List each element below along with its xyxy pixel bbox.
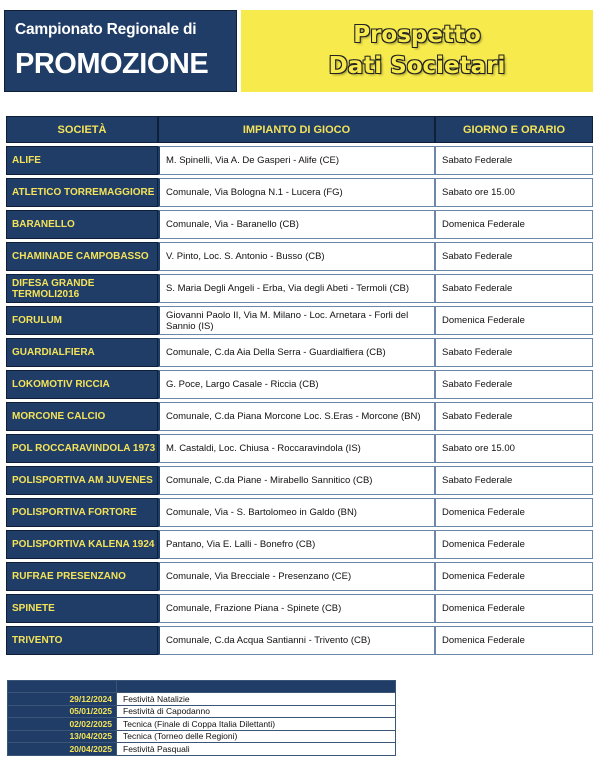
club-name: SPINETE [6, 594, 158, 623]
championship-box [4, 10, 237, 92]
table-row [6, 562, 593, 591]
match-day: Domenica Federale [435, 594, 593, 623]
table-row [6, 498, 593, 527]
match-day: Sabato Federale [435, 274, 593, 303]
venue: Comunale, Via - S. Bartolomeo in Galdo (BN) [158, 498, 435, 527]
holiday-date: 13/04/2025 [8, 730, 117, 743]
holidays-table [7, 680, 396, 756]
holidays-header-row [8, 681, 396, 693]
column-header-giorno: GIORNO E ORARIO [435, 116, 593, 143]
match-day: Domenica Federale [435, 530, 593, 559]
match-day: Sabato Federale [435, 370, 593, 399]
holiday-date: 05/01/2025 [8, 705, 117, 718]
venue: Comunale, Via - Baranello (CB) [158, 210, 435, 239]
club-name: POLISPORTIVA FORTORE [6, 498, 158, 527]
venue: Giovanni Paolo II, Via M. Milano - Loc. Arnetara - Forli del Sannio (IS) [158, 306, 435, 335]
match-day: Sabato Federale [435, 146, 593, 175]
table-row [6, 242, 593, 271]
venue: Comunale, C.da Aia Della Serra - Guardialfiera (CB) [158, 338, 435, 367]
venue: Pantano, Via E. Lalli - Bonefro (CB) [158, 530, 435, 559]
venue: V. Pinto, Loc. S. Antonio - Busso (CB) [158, 242, 435, 271]
column-header-societa: SOCIETÀ [6, 116, 158, 143]
clubs-table [6, 113, 593, 658]
match-day: Domenica Federale [435, 626, 593, 655]
holiday-row [8, 705, 396, 718]
holiday-date: 02/02/2025 [8, 718, 117, 731]
header [4, 10, 593, 92]
table-row [6, 178, 593, 207]
document-title-box [241, 10, 593, 92]
club-name: POL ROCCARAVINDOLA 1973 [6, 434, 158, 463]
match-day: Domenica Federale [435, 562, 593, 591]
holiday-date: 29/12/2024 [8, 693, 117, 706]
table-row [6, 530, 593, 559]
holiday-row [8, 730, 396, 743]
club-name: POLISPORTIVA KALENA 1924 [6, 530, 158, 559]
holiday-label: Festività Pasquali [117, 743, 396, 756]
table-row [6, 146, 593, 175]
club-name: FORULUM [6, 306, 158, 335]
venue: Comunale, Via Brecciale - Presenzano (CE) [158, 562, 435, 591]
venue: Comunale, Via Bologna N.1 - Lucera (FG) [158, 178, 435, 207]
holiday-label: Festività di Capodanno [117, 705, 396, 718]
document-title-line2: Dati Societari [328, 53, 506, 79]
match-day: Sabato Federale [435, 402, 593, 431]
championship-title: PROMOZIONE [15, 48, 209, 80]
club-name: ALIFE [6, 146, 158, 175]
venue: M. Castaldi, Loc. Chiusa - Roccaravindola (IS) [158, 434, 435, 463]
table-row [6, 370, 593, 399]
venue: Comunale, C.da Piane - Mirabello Sannitico (CB) [158, 466, 435, 495]
club-name: MORCONE CALCIO [6, 402, 158, 431]
club-name: ATLETICO TORREMAGGIORE [6, 178, 158, 207]
club-name: CHAMINADE CAMPOBASSO [6, 242, 158, 271]
venue: G. Poce, Largo Casale - Riccia (CB) [158, 370, 435, 399]
club-name: RUFRAE PRESENZANO [6, 562, 158, 591]
holiday-row [8, 743, 396, 756]
club-name: DIFESA GRANDE TERMOLI2016 [6, 274, 158, 303]
club-name: BARANELLO [6, 210, 158, 239]
holiday-date: 20/04/2025 [8, 743, 117, 756]
holiday-label: Tecnica (Finale di Coppa Italia Dilettanti) [117, 718, 396, 731]
club-name: POLISPORTIVA AM JUVENES [6, 466, 158, 495]
match-day: Sabato Federale [435, 338, 593, 367]
match-day: Domenica Federale [435, 498, 593, 527]
match-day: Sabato Federale [435, 466, 593, 495]
document-title-line1: Prospetto [353, 22, 481, 48]
table-row [6, 274, 593, 303]
table-row [6, 338, 593, 367]
match-day: Domenica Federale [435, 306, 593, 335]
venue: S. Maria Degli Angeli - Erba, Via degli Abeti - Termoli (CB) [158, 274, 435, 303]
table-row [6, 626, 593, 655]
match-day: Sabato ore 15.00 [435, 178, 593, 207]
club-name: LOKOMOTIV RICCIA [6, 370, 158, 399]
table-row [6, 466, 593, 495]
table-row [6, 594, 593, 623]
match-day: Domenica Federale [435, 210, 593, 239]
club-name: GUARDIALFIERA [6, 338, 158, 367]
holiday-label: Festività Natalizie [117, 693, 396, 706]
venue: Comunale, Frazione Piana - Spinete (CB) [158, 594, 435, 623]
championship-label: Campionato Regionale di [15, 21, 197, 38]
holiday-row [8, 693, 396, 706]
venue: Comunale, C.da Acqua Santianni - Trivento (CB) [158, 626, 435, 655]
match-day: Sabato ore 15.00 [435, 434, 593, 463]
venue: Comunale, C.da Piana Morcone Loc. S.Eras - Morcone (BN) [158, 402, 435, 431]
table-row [6, 306, 593, 335]
table-row [6, 210, 593, 239]
table-header-row [6, 116, 593, 143]
column-header-impianto: IMPIANTO DI GIOCO [158, 116, 435, 143]
club-name: TRIVENTO [6, 626, 158, 655]
venue: M. Spinelli, Via A. De Gasperi - Alife (CE) [158, 146, 435, 175]
holiday-label: Tecnica (Torneo delle Regioni) [117, 730, 396, 743]
holiday-row [8, 718, 396, 731]
table-row [6, 402, 593, 431]
match-day: Sabato Federale [435, 242, 593, 271]
table-row [6, 434, 593, 463]
